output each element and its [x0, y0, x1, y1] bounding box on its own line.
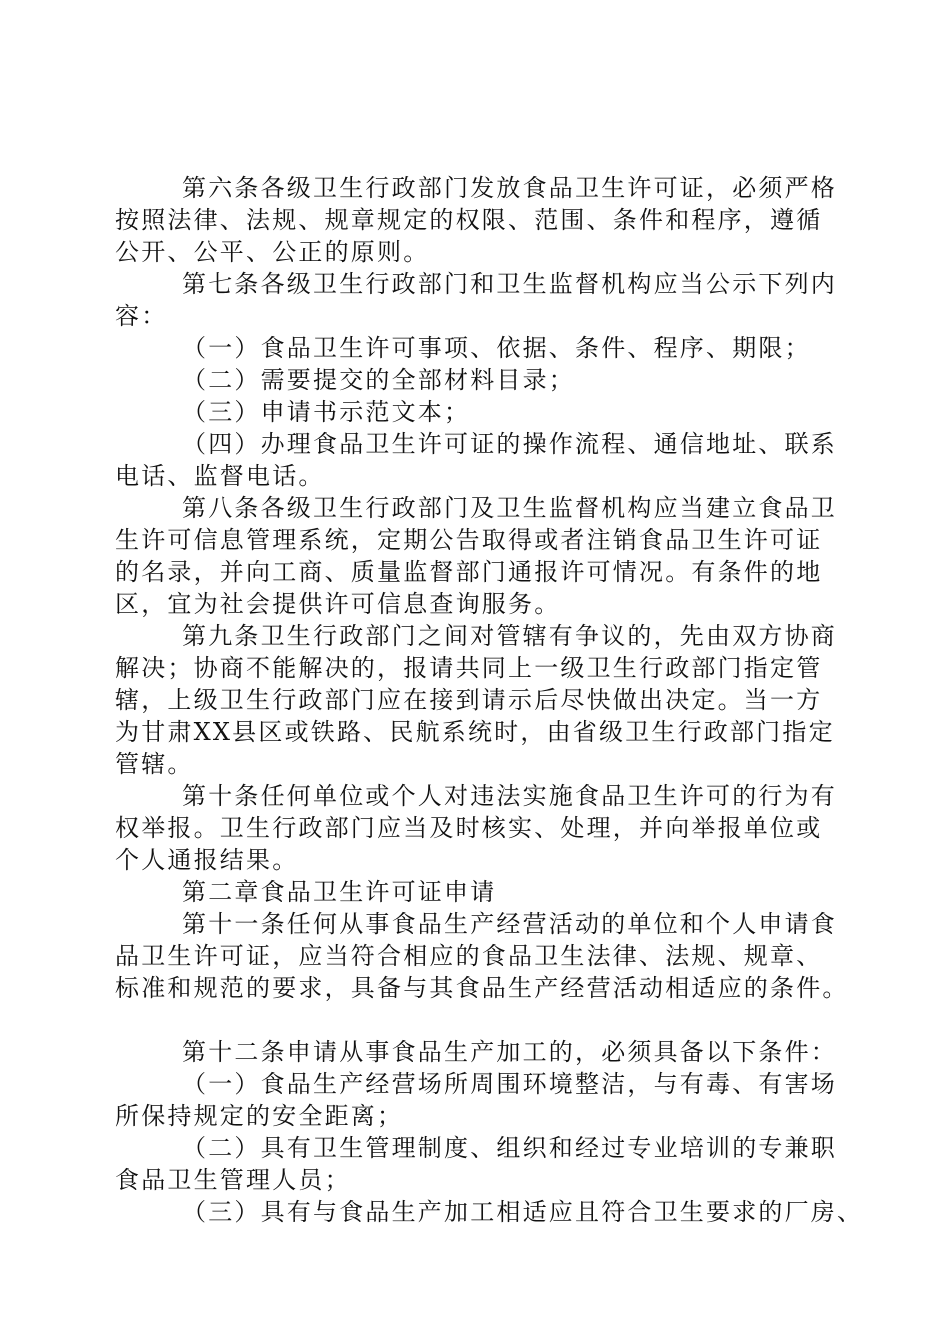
article-12-item-3-line-1: （三）具有与食品生产加工相适应且符合卫生要求的厂房、	[182, 1198, 864, 1226]
article-9-line-4: 为甘肃XX县区或铁路、民航系统时，由省级卫生行政部门指定	[115, 718, 835, 746]
article-6-line-3: 公开、公平、公正的原则。	[115, 238, 430, 266]
article-10-line-1: 第十条任何单位或个人对违法实施食品卫生许可的行为有	[182, 782, 837, 810]
article-10-line-3: 个人通报结果。	[115, 846, 299, 874]
article-9-line-3: 辖，上级卫生行政部门应在接到请示后尽快做出决定。当一方	[115, 686, 823, 714]
article-7-line-2: 容：	[115, 302, 168, 330]
article-12-item-2-line-2: 食品卫生管理人员；	[115, 1166, 351, 1194]
article-11-line-1: 第十一条任何从事食品生产经营活动的单位和个人申请食	[182, 910, 837, 938]
chapter-2-heading: 第二章食品卫生许可证申请	[182, 878, 497, 906]
article-10-line-2: 权举报。卫生行政部门应当及时核实、处理，并向举报单位或	[115, 814, 823, 842]
article-6-line-2: 按照法律、法规、规章规定的权限、范围、条件和程序，遵循	[115, 206, 823, 234]
article-12-item-2-line-1: （二）具有卫生管理制度、组织和经过专业培训的专兼职	[182, 1134, 837, 1162]
article-7-item-2: （二）需要提交的全部材料目录；	[182, 366, 575, 394]
article-7-item-1: （一）食品卫生许可事项、依据、条件、程序、期限；	[182, 334, 811, 362]
article-8-line-3: 的名录，并向工商、质量监督部门通报许可情况。有条件的地	[115, 558, 823, 586]
article-7-item-4-line-1: （四）办理食品卫生许可证的操作流程、通信地址、联系	[182, 430, 837, 458]
article-7-item-4-line-2: 电话、监督电话。	[115, 462, 325, 490]
article-7-item-3: （三）申请书示范文本；	[182, 398, 471, 426]
article-9-line-1: 第九条卫生行政部门之间对管辖有争议的，先由双方协商	[182, 622, 837, 650]
article-8-line-2: 生许可信息管理系统，定期公告取得或者注销食品卫生许可证	[115, 526, 823, 554]
article-8-line-1: 第八条各级卫生行政部门及卫生监督机构应当建立食品卫	[182, 494, 837, 522]
article-6-line-1: 第六条各级卫生行政部门发放食品卫生许可证，必须严格	[182, 174, 837, 202]
article-11-line-3: 标准和规范的要求，具备与其食品生产经营活动相适应的条件。	[115, 974, 849, 1002]
article-12-item-1-line-1: （一）食品生产经营场所周围环境整洁，与有毒、有害场	[182, 1070, 837, 1098]
article-7-line-1: 第七条各级卫生行政部门和卫生监督机构应当公示下列内	[182, 270, 837, 298]
article-9-line-2: 解决；协商不能解决的，报请共同上一级卫生行政部门指定管	[115, 654, 823, 682]
article-11-line-2: 品卫生许可证，应当符合相应的食品卫生法律、法规、规章、	[115, 942, 823, 970]
article-12-line-1: 第十二条申请从事食品生产加工的，必须具备以下条件：	[182, 1038, 837, 1066]
article-9-line-5: 管辖。	[115, 750, 194, 778]
paragraph-gap	[115, 1004, 835, 1036]
document-body	[115, 172, 864, 1228]
article-8-line-4: 区，宜为社会提供许可信息查询服务。	[115, 590, 561, 618]
article-12-item-1-line-2: 所保持规定的安全距离；	[115, 1102, 404, 1130]
